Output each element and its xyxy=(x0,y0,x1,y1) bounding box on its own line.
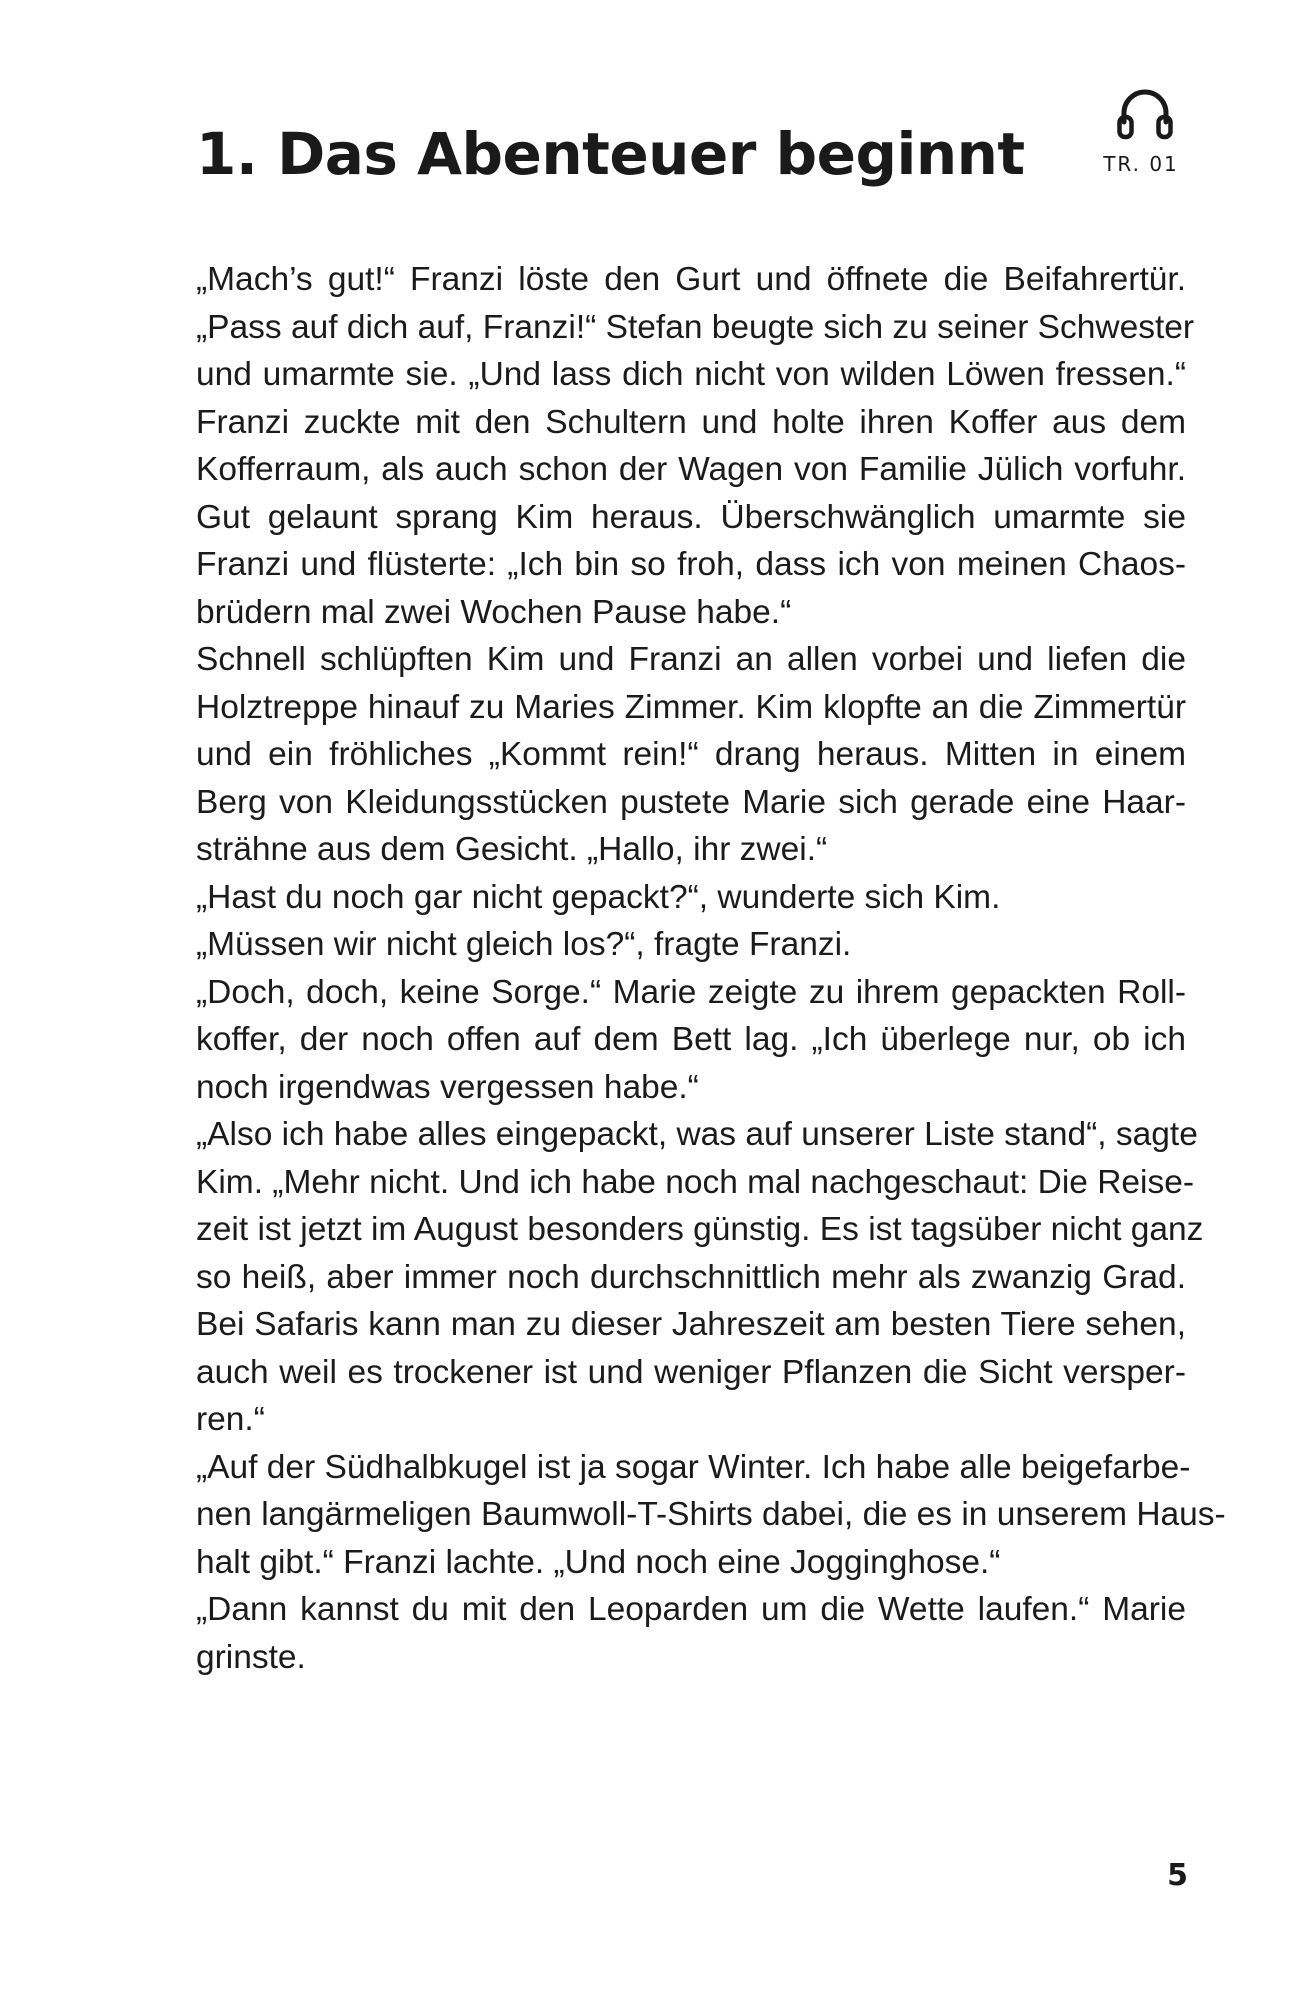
text-line: koffer, der noch offen auf dem Bett lag. „Ich überlege nur, ob ich xyxy=(196,1021,1186,1058)
text-line: „Hast du noch gar nicht gepackt?“, wunderte sich Kim. xyxy=(196,878,1001,916)
text-line: brüdern mal zwei Wochen Pause habe.“ xyxy=(196,593,792,631)
text-line: grinste. xyxy=(196,1638,306,1676)
text-line: so heiß, aber immer noch durchschnittlich mehr als zwanzig Grad. xyxy=(196,1258,1186,1296)
headphones-icon xyxy=(1116,86,1174,140)
text-line: ren.“ xyxy=(196,1401,265,1438)
page-number: 5 xyxy=(1167,1858,1188,1893)
text-line: „Also ich habe alles eingepackt, was auf unserer Liste stand“, sagte xyxy=(196,1116,1198,1153)
text-line: Schnell schlüpften Kim und Franzi an allen vorbei und liefen die xyxy=(196,641,1186,678)
chapter-title: 1. Das Abenteuer beginnt xyxy=(196,120,1025,188)
text-line: Franzi und flüsterte: „Ich bin so froh, dass ich von meinen Chaos- xyxy=(196,546,1186,583)
text-line: Franzi zuckte mit den Schultern und holte ihren Koffer aus dem xyxy=(196,403,1186,441)
audio-track-marker xyxy=(1096,86,1186,182)
text-line: „Mach’s gut!“ Franzi löste den Gurt und öffnete die Beifahrertür. xyxy=(196,261,1186,298)
track-label: TR. 01 xyxy=(1103,152,1179,176)
text-line: nen langärmeligen Baumwoll-T-Shirts dabei, die es in unserem Haus- xyxy=(196,1496,1226,1533)
text-line: „Müssen wir nicht gleich los?“, fragte Franzi. xyxy=(196,926,852,963)
text-line: strähne aus dem Gesicht. „Hallo, ihr zwei.“ xyxy=(196,831,828,868)
chapter-body-text xyxy=(196,256,1226,1681)
text-line: „Auf der Südhalbkugel ist ja sogar Winter. Ich habe alle beigefarbe- xyxy=(196,1448,1191,1486)
text-line: halt gibt.“ Franzi lachte. „Und noch eine Jogginghose.“ xyxy=(196,1543,1001,1581)
text-line: zeit ist jetzt im August besonders günstig. Es ist tagsüber nicht ganz xyxy=(196,1211,1204,1248)
text-line: Gut gelaunt sprang Kim heraus. Überschwänglich umarmte sie xyxy=(196,498,1186,536)
text-line: Berg von Kleidungsstücken pustete Marie sich gerade eine Haar- xyxy=(196,783,1186,821)
text-line: Kofferraum, als auch schon der Wagen von Familie Jülich vorfuhr. xyxy=(196,451,1186,488)
text-line: Holztreppe hinauf zu Maries Zimmer. Kim klopfte an die Zimmertür xyxy=(196,688,1186,726)
text-line: noch irgendwas vergessen habe.“ xyxy=(196,1068,699,1106)
text-line: und ein fröhliches „Kommt rein!“ drang heraus. Mitten in einem xyxy=(196,736,1186,773)
text-line: Kim. „Mehr nicht. Und ich habe noch mal nachgeschaut: Die Reise- xyxy=(196,1163,1195,1201)
text-line: „Dann kannst du mit den Leoparden um die Wette laufen.“ Marie xyxy=(196,1591,1186,1628)
text-line: „Pass auf dich auf, Franzi!“ Stefan beugte sich zu seiner Schwester xyxy=(196,308,1195,346)
text-line: Bei Safaris kann man zu dieser Jahreszeit am besten Tiere sehen, xyxy=(196,1306,1186,1343)
text-line: auch weil es trockener ist und weniger Pflanzen die Sicht versper- xyxy=(196,1353,1186,1391)
text-line: „Doch, doch, keine Sorge.“ Marie zeigte zu ihrem gepackten Roll- xyxy=(196,973,1186,1011)
text-line: und umarmte sie. „Und lass dich nicht von wilden Löwen fressen.“ xyxy=(196,356,1186,393)
